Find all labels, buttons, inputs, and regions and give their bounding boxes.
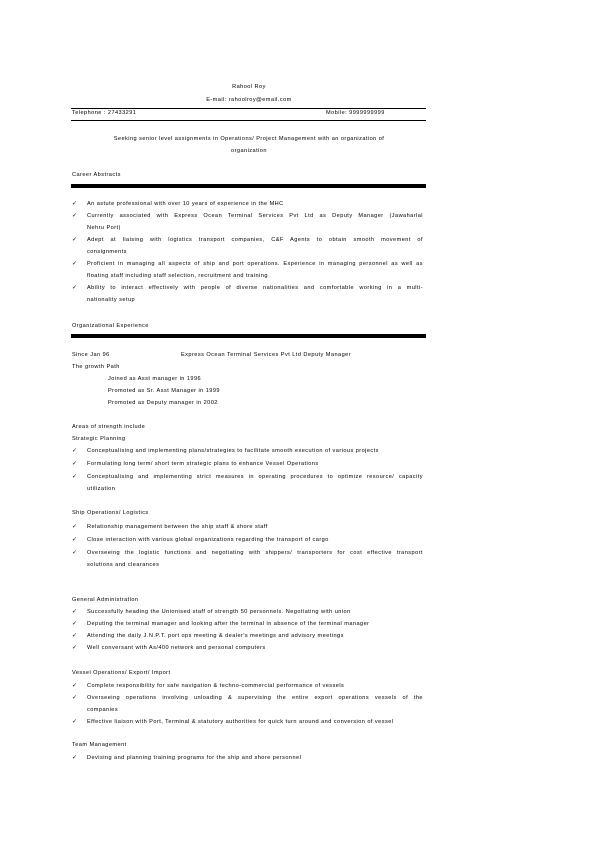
strategic-planning-heading: Strategic Planning — [72, 436, 126, 442]
telephone-line: Telephone : 27433291 — [72, 110, 137, 116]
bullet-text: Complete responsibility for safe navigation & techno-commercial performance of vessels — [87, 683, 345, 689]
career-abstracts-rule — [71, 184, 426, 188]
bullet-text: Close interaction with various global organizations regarding the transport of cargo — [87, 537, 329, 543]
team-management-heading: Team Management — [72, 742, 127, 748]
check-bullet-icon: ✓ — [72, 621, 78, 627]
check-bullet-icon: ✓ — [72, 237, 78, 243]
check-bullet-icon: ✓ — [72, 609, 78, 615]
growth-path-label: The growth Path — [72, 364, 120, 370]
bullet-text: Attending the daily J.N.P.T. port ops meeting & dealer's meetings and advisory meetings — [87, 633, 344, 639]
header-rule-bottom — [71, 120, 426, 121]
objective-line-1: Seeking senior level assignments in Operations/ Project Management with an organization of — [113, 136, 385, 142]
career-abstracts-heading: Career Abstracts — [72, 172, 121, 178]
bullet-text: Formulating long term/ short term strategic plans to enhance Vessel Operations — [87, 461, 319, 467]
check-bullet-icon: ✓ — [72, 524, 78, 530]
check-bullet-icon: ✓ — [72, 474, 78, 480]
bullet-text: Overseeing the logistic functions and negotiating with shippers/ transporters for cost effective transport — [87, 550, 423, 556]
objective-line-2: organization — [231, 148, 267, 154]
org-experience-heading: Organizational Experience — [72, 323, 149, 329]
check-bullet-icon: ✓ — [72, 755, 78, 761]
bullet-text: Nehru Port) — [87, 225, 121, 231]
bullet-text: Conceptualising and implementing plans/strategies to facilitate smooth execution of various projects — [87, 448, 379, 454]
areas-of-strength-label: Areas of strength include — [72, 424, 146, 430]
bullet-text: Ability to interact effectively with people of diverse nationalities and comfortable working in a multi- — [87, 285, 423, 291]
bullet-text: nationality setup — [87, 297, 136, 303]
check-bullet-icon: ✓ — [72, 683, 78, 689]
bullet-text: An astute professional with over 10 years of experience in the MHC — [87, 201, 284, 207]
email-line: E-mail: rahoolroy@email.com — [206, 97, 292, 103]
bullet-text: Devising and planning training programs for the ship and shore personnel — [87, 755, 302, 761]
mobile-line: Mobile: 9999999999 — [326, 110, 385, 116]
growth-item: Promoted as Deputy manager in 2002 — [108, 400, 218, 406]
bullet-text: floating staff including staff selection, recruitment and training — [87, 273, 268, 279]
check-bullet-icon: ✓ — [72, 213, 78, 219]
check-bullet-icon: ✓ — [72, 550, 78, 556]
bullet-text: companies — [87, 707, 119, 713]
check-bullet-icon: ✓ — [72, 537, 78, 543]
bullet-text: Currently associated with Express Ocean Terminal Services Pvt Ltd as Deputy Manager (Jawaharlal — [87, 213, 423, 219]
growth-item: Promoted as Sr. Asst Manager in 1999 — [108, 388, 220, 394]
bullet-text: Deputing the terminal manager and looking after the terminal in absence of the terminal manager — [87, 621, 370, 627]
org-experience-rule — [71, 334, 426, 338]
bullet-text: utilization — [87, 486, 116, 492]
check-bullet-icon: ✓ — [72, 261, 78, 267]
check-bullet-icon: ✓ — [72, 461, 78, 467]
check-bullet-icon: ✓ — [72, 201, 78, 207]
bullet-text: consignments — [87, 249, 127, 255]
vessel-operations-heading: Vessel Operations/ Export/ Import — [72, 670, 171, 676]
check-bullet-icon: ✓ — [72, 645, 78, 651]
company-role: Express Ocean Terminal Services Pvt Ltd Deputy Manager — [181, 352, 352, 358]
bullet-text: Overseeing operations involving unloading & supervising the entire export operations vessels of the — [87, 695, 423, 701]
bullet-text: Proficient in managing all aspects of ship and port operations. Experience in managing personnel as well as — [87, 261, 423, 267]
check-bullet-icon: ✓ — [72, 633, 78, 639]
ship-operations-heading: Ship Operations/ Logistics — [72, 510, 149, 516]
bullet-text: Conceptualising and implementing strict measures in operating procedures to optimize resource/ capacity — [87, 474, 423, 480]
check-bullet-icon: ✓ — [72, 719, 78, 725]
bullet-text: Well conversant with As/400 network and personal computers — [87, 645, 266, 651]
candidate-name: Rahool Roy — [232, 84, 266, 90]
check-bullet-icon: ✓ — [72, 695, 78, 701]
growth-item: Joined as Asst manager in 1996 — [108, 376, 202, 382]
bullet-text: Relationship management between the ship staff & shore staff — [87, 524, 268, 530]
header-rule-top — [71, 108, 426, 109]
bullet-text: Successfully heading the Unionised staff of strength 50 personnels. Negotiating with union — [87, 609, 351, 615]
general-admin-heading: General Administration — [72, 597, 139, 603]
bullet-text: Adept at liaising with logistics transport companies, C&F Agents to obtain smooth movement of — [87, 237, 423, 243]
bullet-text: solutions and clearances — [87, 562, 160, 568]
check-bullet-icon: ✓ — [72, 448, 78, 454]
since-date: Since Jan 96 — [72, 352, 110, 358]
check-bullet-icon: ✓ — [72, 285, 78, 291]
bullet-text: Effective liaison with Port, Terminal & statutory authorities for quick turn around and conversion of vessel — [87, 719, 394, 725]
